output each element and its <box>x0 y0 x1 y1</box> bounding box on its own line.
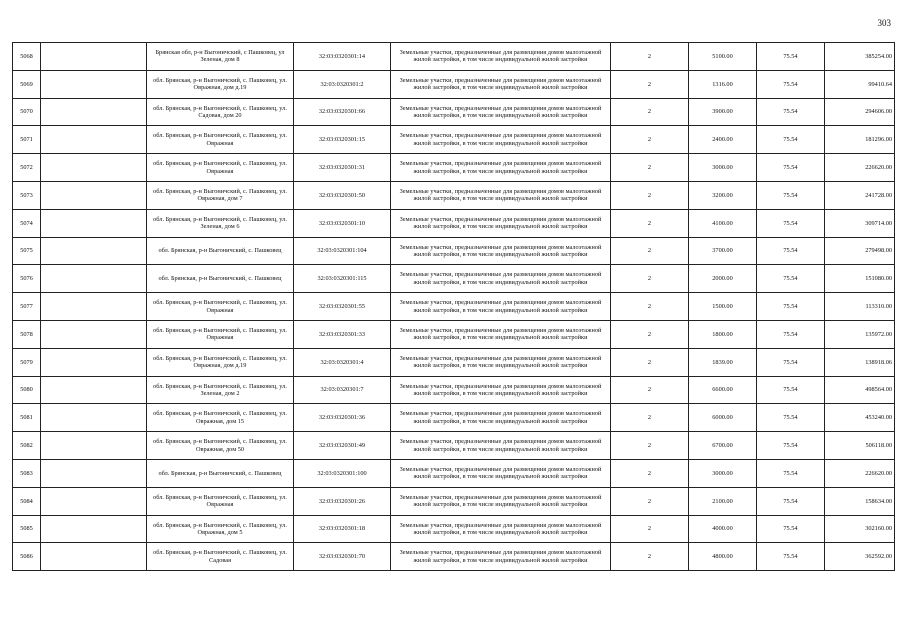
cadastral-value-cell: 158634.00 <box>825 487 895 515</box>
area-cell: 1800.00 <box>689 320 757 348</box>
table-row <box>13 320 895 348</box>
cadastral-value-cell: 135972.00 <box>825 320 895 348</box>
table-body <box>13 43 895 571</box>
cadastral-value-cell: 99410.64 <box>825 70 895 98</box>
category-cell: 2 <box>611 43 689 71</box>
rate-cell: 75.54 <box>757 70 825 98</box>
land-use-cell: Земельные участки, предназначенные для размещения домов малоэтажной жилой застройки, в том числе индивидуальной жилой застройки <box>391 126 611 154</box>
address-cell: обл. Брянская, р-н Выгоничский, с. Пашковец, ул. Зеленая, дом 2 <box>147 376 294 404</box>
land-use-cell: Земельные участки, предназначенные для размещения домов малоэтажной жилой застройки, в том числе индивидуальной жилой застройки <box>391 376 611 404</box>
category-cell: 2 <box>611 432 689 460</box>
address-cell: Брянская обл, р-н Выгоничский, с Пашковец, ул Зеленая, дом 8 <box>147 43 294 71</box>
row-number: 5081 <box>13 404 41 432</box>
category-cell: 2 <box>611 293 689 321</box>
blank-column <box>41 487 147 515</box>
row-number: 5073 <box>13 181 41 209</box>
area-cell: 4000.00 <box>689 515 757 543</box>
category-cell: 2 <box>611 543 689 571</box>
cadastral-value-cell: 302160.00 <box>825 515 895 543</box>
blank-column <box>41 265 147 293</box>
land-use-cell: Земельные участки, предназначенные для размещения домов малоэтажной жилой застройки, в том числе индивидуальной жилой застройки <box>391 265 611 293</box>
cadastral-value-cell: 385254.00 <box>825 43 895 71</box>
cadastral-number-cell: 32:03:0320301:26 <box>294 487 391 515</box>
rate-cell: 75.54 <box>757 265 825 293</box>
cadastral-value-table <box>12 42 895 571</box>
area-cell: 5100.00 <box>689 43 757 71</box>
land-use-cell: Земельные участки, предназначенные для размещения домов малоэтажной жилой застройки, в том числе индивидуальной жилой застройки <box>391 432 611 460</box>
rate-cell: 75.54 <box>757 487 825 515</box>
rate-cell: 75.54 <box>757 543 825 571</box>
category-cell: 2 <box>611 404 689 432</box>
table-row <box>13 543 895 571</box>
cadastral-value-cell: 309714.00 <box>825 209 895 237</box>
land-use-cell: Земельные участки, предназначенные для размещения домов малоэтажной жилой застройки, в том числе индивидуальной жилой застройки <box>391 515 611 543</box>
rate-cell: 75.54 <box>757 348 825 376</box>
table-row <box>13 348 895 376</box>
row-number: 5086 <box>13 543 41 571</box>
address-cell: обл. Брянская, р-н Выгоничский, с. Пашковец, ул. Овражная <box>147 126 294 154</box>
area-cell: 1839.00 <box>689 348 757 376</box>
land-use-cell: Земельные участки, предназначенные для размещения домов малоэтажной жилой застройки, в том числе индивидуальной жилой застройки <box>391 181 611 209</box>
address-cell: обл. Брянская, р-н Выгоничский, с. Пашковец, ул. Овражная, дом 50 <box>147 432 294 460</box>
blank-column <box>41 376 147 404</box>
address-cell: обл. Брянская, р-н Выгоничский, с. Пашковец <box>147 265 294 293</box>
land-use-cell: Земельные участки, предназначенные для размещения домов малоэтажной жилой застройки, в том числе индивидуальной жилой застройки <box>391 209 611 237</box>
land-use-cell: Земельные участки, предназначенные для размещения домов малоэтажной жилой застройки, в том числе индивидуальной жилой застройки <box>391 404 611 432</box>
row-number: 5076 <box>13 265 41 293</box>
cadastral-value-cell: 138918.06 <box>825 348 895 376</box>
cadastral-number-cell: 32:03:0320301:55 <box>294 293 391 321</box>
area-cell: 4100.00 <box>689 209 757 237</box>
cadastral-value-cell: 453240.00 <box>825 404 895 432</box>
cadastral-number-cell: 32:03:0320301:4 <box>294 348 391 376</box>
land-use-cell: Земельные участки, предназначенные для размещения домов малоэтажной жилой застройки, в том числе индивидуальной жилой застройки <box>391 320 611 348</box>
cadastral-number-cell: 32:03:0320301:104 <box>294 237 391 265</box>
blank-column <box>41 320 147 348</box>
category-cell: 2 <box>611 515 689 543</box>
table-row <box>13 432 895 460</box>
cadastral-number-cell: 32:03:0320301:2 <box>294 70 391 98</box>
area-cell: 6000.00 <box>689 404 757 432</box>
address-cell: обл. Брянская, р-н Выгоничский, с. Пашковец, ул. Овражная, дом д.19 <box>147 348 294 376</box>
row-number: 5079 <box>13 348 41 376</box>
area-cell: 2000.00 <box>689 265 757 293</box>
address-cell: обл. Брянская, р-н Выгоничский, с. Пашковец, ул. Овражная, дом 15 <box>147 404 294 432</box>
category-cell: 2 <box>611 376 689 404</box>
blank-column <box>41 98 147 126</box>
cadastral-value-cell: 113310.00 <box>825 293 895 321</box>
row-number: 5074 <box>13 209 41 237</box>
table-row <box>13 237 895 265</box>
blank-column <box>41 543 147 571</box>
blank-column <box>41 515 147 543</box>
table-row <box>13 126 895 154</box>
row-number: 5085 <box>13 515 41 543</box>
land-use-cell: Земельные участки, предназначенные для размещения домов малоэтажной жилой застройки, в том числе индивидуальной жилой застройки <box>391 348 611 376</box>
cadastral-value-cell: 226620.00 <box>825 154 895 182</box>
area-cell: 3200.00 <box>689 181 757 209</box>
blank-column <box>41 459 147 487</box>
land-use-cell: Земельные участки, предназначенные для размещения домов малоэтажной жилой застройки, в том числе индивидуальной жилой застройки <box>391 70 611 98</box>
area-cell: 3000.00 <box>689 459 757 487</box>
row-number: 5080 <box>13 376 41 404</box>
address-cell: обл. Брянская, р-н Выгоничский, с. Пашковец <box>147 237 294 265</box>
row-number: 5075 <box>13 237 41 265</box>
cadastral-number-cell: 32:03:0320301:10 <box>294 209 391 237</box>
blank-column <box>41 43 147 71</box>
address-cell: обл. Брянская, р-н Выгоничский, с. Пашковец, ул. Овражная, дом д.19 <box>147 70 294 98</box>
area-cell: 2400.00 <box>689 126 757 154</box>
address-cell: обл. Брянская, р-н Выгоничский, с. Пашковец, ул. Овражная <box>147 487 294 515</box>
blank-column <box>41 181 147 209</box>
cadastral-value-cell: 362592.00 <box>825 543 895 571</box>
land-use-cell: Земельные участки, предназначенные для размещения домов малоэтажной жилой застройки, в том числе индивидуальной жилой застройки <box>391 98 611 126</box>
rate-cell: 75.54 <box>757 515 825 543</box>
row-number: 5077 <box>13 293 41 321</box>
row-number: 5069 <box>13 70 41 98</box>
category-cell: 2 <box>611 181 689 209</box>
rate-cell: 75.54 <box>757 459 825 487</box>
address-cell: обл. Брянская, р-н Выгоничский, с. Пашковец, ул. Зеленая, дом 6 <box>147 209 294 237</box>
address-cell: обл. Брянская, р-н Выгоничский, с. Пашковец, ул. Садовая, дом 20 <box>147 98 294 126</box>
cadastral-number-cell: 32:03:0320301:18 <box>294 515 391 543</box>
table-row <box>13 209 895 237</box>
cadastral-number-cell: 32:03:0320301:15 <box>294 126 391 154</box>
category-cell: 2 <box>611 70 689 98</box>
category-cell: 2 <box>611 265 689 293</box>
cadastral-number-cell: 32:03:0320301:36 <box>294 404 391 432</box>
rate-cell: 75.54 <box>757 154 825 182</box>
rate-cell: 75.54 <box>757 237 825 265</box>
address-cell: обл. Брянская, р-н Выгоничский, с. Пашковец, ул. Овражная <box>147 154 294 182</box>
area-cell: 1316.00 <box>689 70 757 98</box>
row-number: 5070 <box>13 98 41 126</box>
cadastral-value-cell: 279498.00 <box>825 237 895 265</box>
row-number: 5068 <box>13 43 41 71</box>
rate-cell: 75.54 <box>757 432 825 460</box>
area-cell: 3700.00 <box>689 237 757 265</box>
area-cell: 4800.00 <box>689 543 757 571</box>
address-cell: обл. Брянская, р-н Выгоничский, с. Пашковец, ул. Овражная, дом 7 <box>147 181 294 209</box>
area-cell: 3000.00 <box>689 154 757 182</box>
blank-column <box>41 293 147 321</box>
cadastral-number-cell: 32:03:0320301:14 <box>294 43 391 71</box>
land-use-cell: Земельные участки, предназначенные для размещения домов малоэтажной жилой застройки, в том числе индивидуальной жилой застройки <box>391 293 611 321</box>
cadastral-value-cell: 294606.00 <box>825 98 895 126</box>
table-row <box>13 70 895 98</box>
land-use-cell: Земельные участки, предназначенные для размещения домов малоэтажной жилой застройки, в том числе индивидуальной жилой застройки <box>391 154 611 182</box>
rate-cell: 75.54 <box>757 404 825 432</box>
table-row <box>13 154 895 182</box>
cadastral-value-cell: 506118.00 <box>825 432 895 460</box>
cadastral-value-cell: 241728.00 <box>825 181 895 209</box>
blank-column <box>41 237 147 265</box>
land-use-cell: Земельные участки, предназначенные для размещения домов малоэтажной жилой застройки, в том числе индивидуальной жилой застройки <box>391 237 611 265</box>
cadastral-number-cell: 32:03:0320301:115 <box>294 265 391 293</box>
land-use-cell: Земельные участки, предназначенные для размещения домов малоэтажной жилой застройки, в том числе индивидуальной жилой застройки <box>391 487 611 515</box>
row-number: 5072 <box>13 154 41 182</box>
table-row <box>13 404 895 432</box>
cadastral-value-cell: 226620.00 <box>825 459 895 487</box>
rate-cell: 75.54 <box>757 98 825 126</box>
cadastral-number-cell: 32:03:0320301:49 <box>294 432 391 460</box>
cadastral-number-cell: 32:03:0320301:7 <box>294 376 391 404</box>
page-number: 303 <box>877 18 891 28</box>
table-row <box>13 43 895 71</box>
cadastral-number-cell: 32:03:0320301:70 <box>294 543 391 571</box>
category-cell: 2 <box>611 348 689 376</box>
area-cell: 6600.00 <box>689 376 757 404</box>
blank-column <box>41 209 147 237</box>
row-number: 5084 <box>13 487 41 515</box>
table-row <box>13 265 895 293</box>
blank-column <box>41 348 147 376</box>
area-cell: 3900.00 <box>689 98 757 126</box>
row-number: 5083 <box>13 459 41 487</box>
area-cell: 1500.00 <box>689 293 757 321</box>
cadastral-value-cell: 498564.00 <box>825 376 895 404</box>
blank-column <box>41 126 147 154</box>
table-row <box>13 459 895 487</box>
rate-cell: 75.54 <box>757 376 825 404</box>
category-cell: 2 <box>611 237 689 265</box>
blank-column <box>41 404 147 432</box>
rate-cell: 75.54 <box>757 320 825 348</box>
address-cell: обл. Брянская, р-н Выгоничский, с. Пашковец, ул. Овражная <box>147 293 294 321</box>
address-cell: обл. Брянская, р-н Выгоничский, с. Пашковец, ул. Овражная, дом 5 <box>147 515 294 543</box>
category-cell: 2 <box>611 209 689 237</box>
table-row <box>13 376 895 404</box>
rate-cell: 75.54 <box>757 293 825 321</box>
rate-cell: 75.54 <box>757 181 825 209</box>
cadastral-number-cell: 32:03:0320301:50 <box>294 181 391 209</box>
rate-cell: 75.54 <box>757 209 825 237</box>
category-cell: 2 <box>611 126 689 154</box>
cadastral-value-cell: 181296.00 <box>825 126 895 154</box>
land-use-cell: Земельные участки, предназначенные для размещения домов малоэтажной жилой застройки, в том числе индивидуальной жилой застройки <box>391 459 611 487</box>
table-row <box>13 181 895 209</box>
cadastral-number-cell: 32:03:0320301:31 <box>294 154 391 182</box>
blank-column <box>41 154 147 182</box>
land-use-cell: Земельные участки, предназначенные для размещения домов малоэтажной жилой застройки, в том числе индивидуальной жилой застройки <box>391 543 611 571</box>
category-cell: 2 <box>611 487 689 515</box>
table-row <box>13 293 895 321</box>
cadastral-number-cell: 32:03:0320301:33 <box>294 320 391 348</box>
row-number: 5082 <box>13 432 41 460</box>
rate-cell: 75.54 <box>757 126 825 154</box>
blank-column <box>41 70 147 98</box>
cadastral-number-cell: 32:03:0320301:66 <box>294 98 391 126</box>
table-row <box>13 515 895 543</box>
row-number: 5071 <box>13 126 41 154</box>
area-cell: 6700.00 <box>689 432 757 460</box>
land-use-cell: Земельные участки, предназначенные для размещения домов малоэтажной жилой застройки, в том числе индивидуальной жилой застройки <box>391 43 611 71</box>
address-cell: обл. Брянская, р-н Выгоничский, с. Пашковец, ул. Садовая <box>147 543 294 571</box>
table-row <box>13 487 895 515</box>
address-cell: обл. Брянская, р-н Выгоничский, с. Пашковец, ул. Овражная <box>147 320 294 348</box>
cadastral-number-cell: 32:03:0320301:100 <box>294 459 391 487</box>
table-row <box>13 98 895 126</box>
area-cell: 2100.00 <box>689 487 757 515</box>
category-cell: 2 <box>611 459 689 487</box>
address-cell: обл. Брянская, р-н Выгоничский, с. Пашковец <box>147 459 294 487</box>
cadastral-value-cell: 151080.00 <box>825 265 895 293</box>
row-number: 5078 <box>13 320 41 348</box>
category-cell: 2 <box>611 154 689 182</box>
category-cell: 2 <box>611 320 689 348</box>
rate-cell: 75.54 <box>757 43 825 71</box>
blank-column <box>41 432 147 460</box>
category-cell: 2 <box>611 98 689 126</box>
